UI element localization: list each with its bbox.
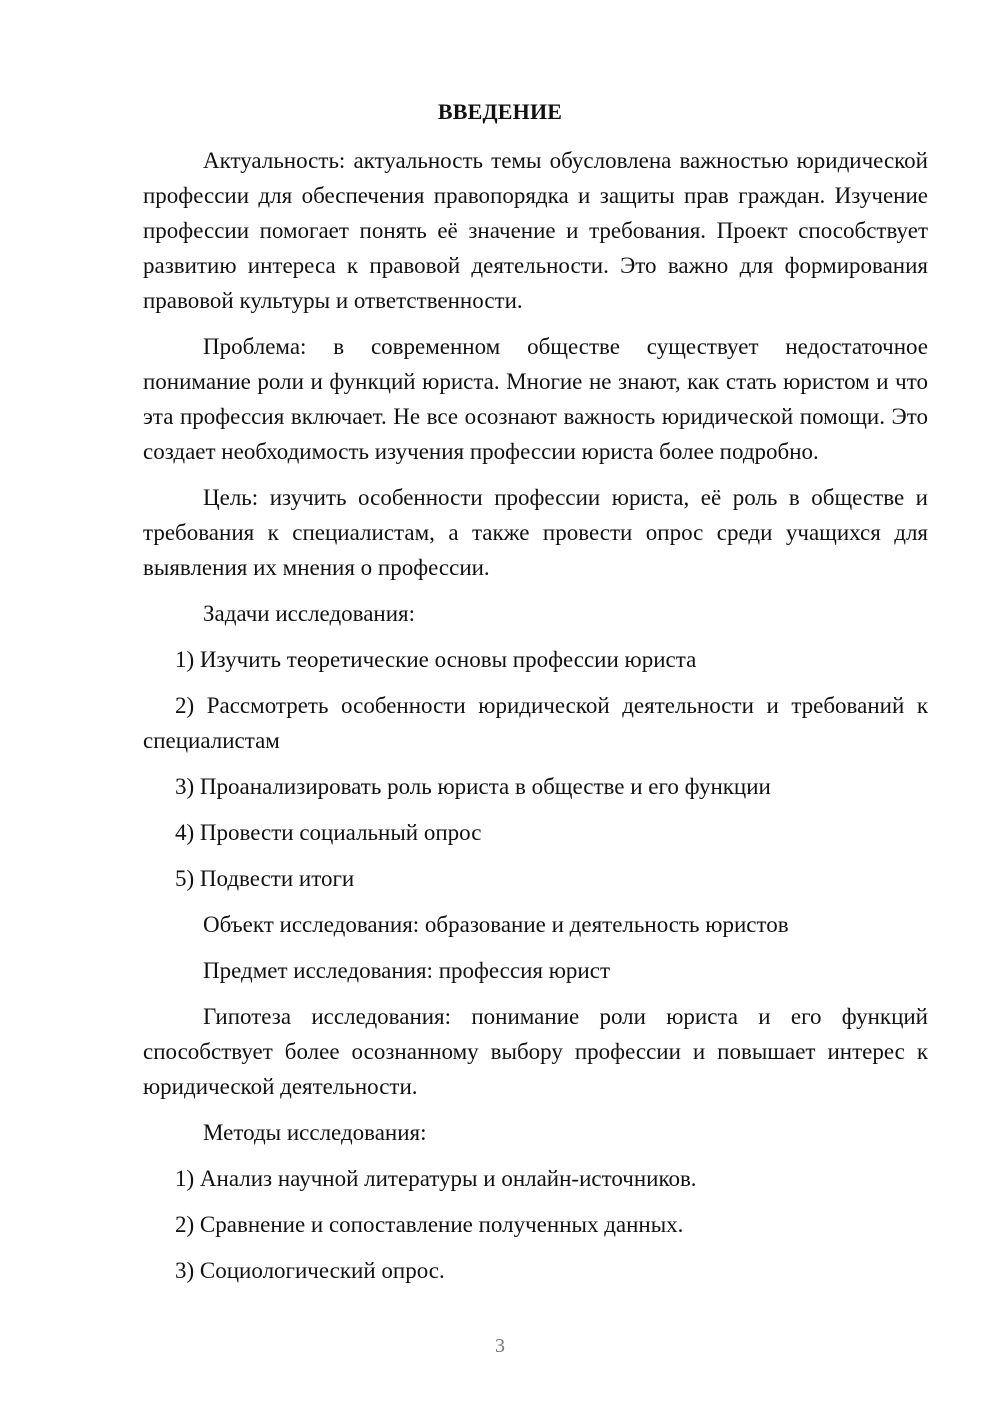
task-item: 2) Рассмотреть особенности юридической деятельности и требований к специалистам <box>143 693 928 753</box>
document-body <box>143 143 928 1299</box>
method-item: 1) Анализ научной литературы и онлайн-источников. <box>175 1166 697 1191</box>
relevance-paragraph: Актуальность: актуальность темы обусловлена важностью юридической профессии для обеспечения правопорядка и защиты прав граждан. Изучение профессии помогает понять её значение и требования. Проект способствует развитию интереса к правовой деятельности. Это важно для формирования правовой культуры и ответственности. <box>143 148 928 313</box>
object-paragraph: Объект исследования: образование и деятельность юристов <box>203 912 789 937</box>
subject-paragraph: Предмет исследования: профессия юрист <box>203 958 610 983</box>
method-item: 2) Сравнение и сопоставление полученных данных. <box>175 1212 684 1237</box>
task-item: 1) Изучить теоретические основы профессии юриста <box>175 647 697 672</box>
section-heading: ВВЕДЕНИЕ <box>437 99 563 124</box>
task-item: 5) Подвести итоги <box>175 866 355 891</box>
tasks-title: Задачи исследования: <box>203 601 416 626</box>
page-number: 3 <box>495 1335 505 1357</box>
task-item: 3) Проанализировать роль юриста в обществе и его функции <box>175 774 771 799</box>
goal-paragraph: Цель: изучить особенности профессии юриста, её роль в обществе и требования к специалистам, а также провести опрос среди учащихся для выявления их мнения о профессии. <box>143 485 928 580</box>
task-item: 4) Провести социальный опрос <box>175 820 482 845</box>
method-item: 3) Социологический опрос. <box>175 1258 445 1283</box>
hypothesis-paragraph: Гипотеза исследования: понимание роли юриста и его функций способствует более осознанному выбору профессии и повышает интерес к юридической деятельности. <box>143 1004 928 1099</box>
methods-title: Методы исследования: <box>203 1120 427 1145</box>
problem-paragraph: Проблема: в современном обществе существует недостаточное понимание роли и функций юриста. Многие не знают, как стать юристом и что эта профессия включает. Не все осознают важность юридической помощи. Это создает необходимость изучения профессии юриста более подробно. <box>143 334 928 464</box>
